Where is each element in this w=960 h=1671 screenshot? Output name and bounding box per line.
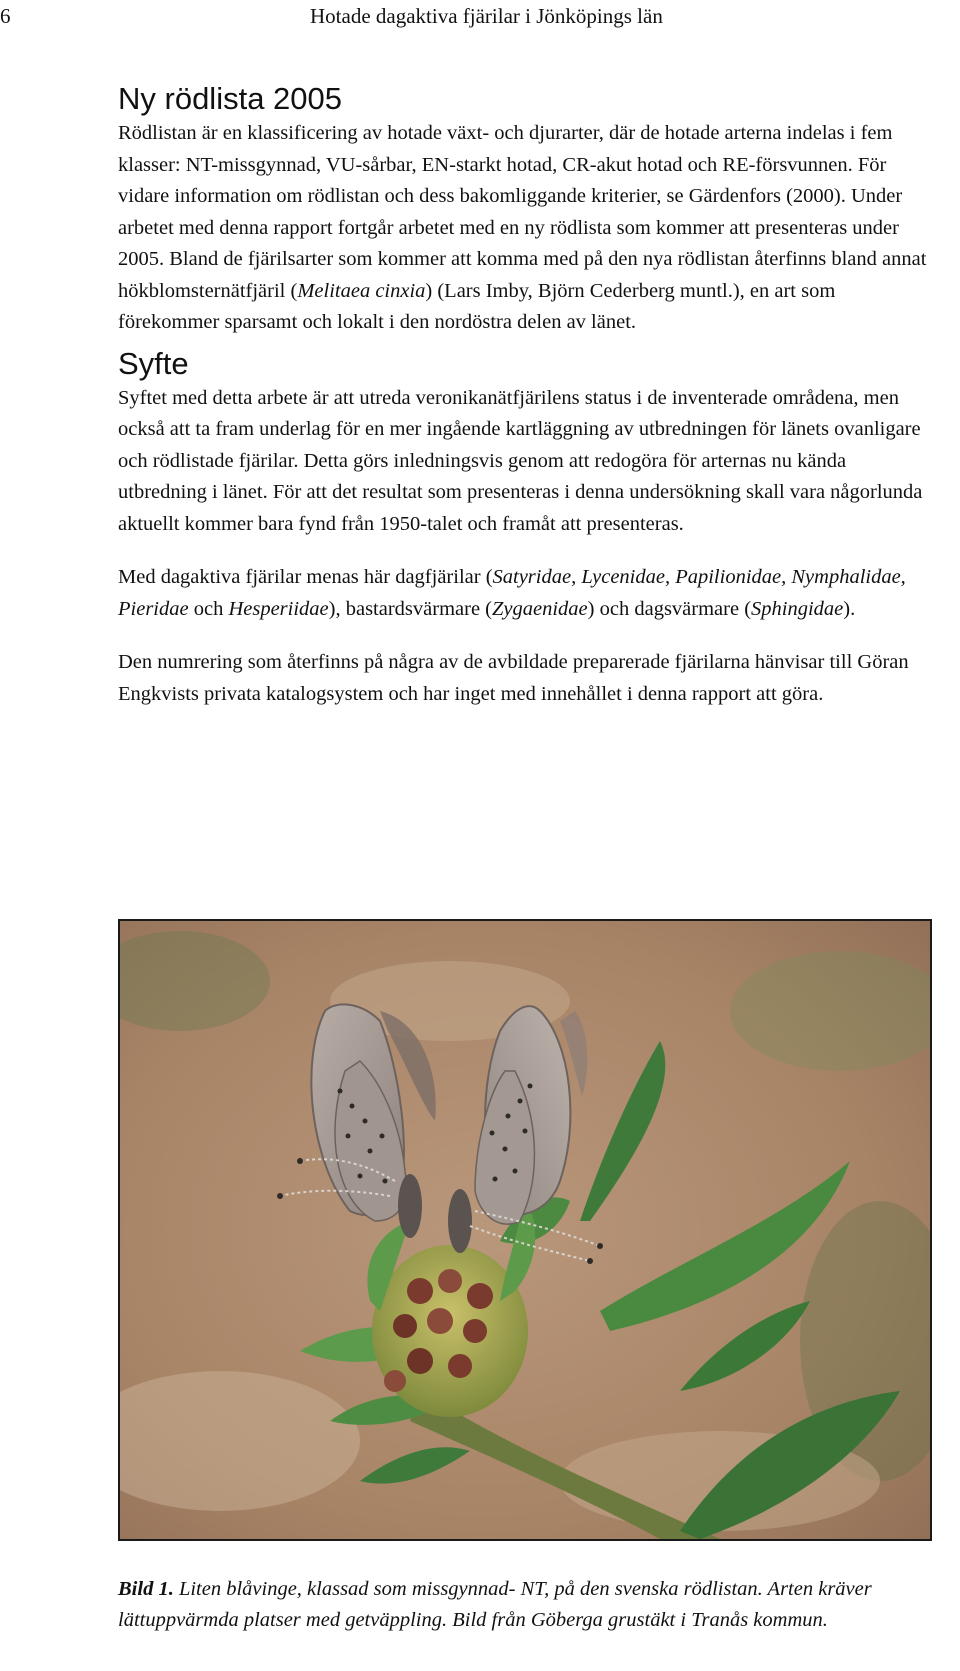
butterfly-photo <box>118 919 932 1541</box>
paragraph-syfte: Syftet med detta arbete är att utreda veronikanätfjärilens status i de inventerade områdena, men också att ta fram underlag för en mer ingående kartläggning av utbredningen för länets ovanligare och rödlistade fjärilar. Detta görs inledningsvis genom att redogöra för arternas nu kända utbredning i länet. För att det resultat som presenteras i denna undersökning skall vara någorlunda aktuellt kommer bara fynd från 1950-talet och framåt att presenteras. <box>118 386 923 535</box>
section-heading-rodlista: Ny rödlista 2005 <box>118 81 343 116</box>
paragraph-rodlista: Rödlistan är en klassificering av hotade växt- och djurarter, där de hotade arterna indelas i fem klasser: NT-missgynnad, VU-sårbar, EN-starkt hotad, CR-akut hotad och RE-försvunnen. För vidare information om rödlistan och dess bakomliggande kriterier, se Gärdenfors (2000). Under arbetet med denna rapport fortgår arbetet med en ny rödlista som kommer att presenteras under 2005. Bland de fjärilsarter som kommer att komma med på den nya rödlistan återfinns bland annat hökblomsternätfjäril (Melitaea cinxia) (Lars Imby, Björn Cederberg muntl.), en art som förekommer sparsamt och lokalt i den nordöstra delen av länet. <box>118 122 927 333</box>
main-content <box>118 80 938 710</box>
running-header: Hotade dagaktiva fjärilar i Jönköpings län <box>310 4 663 28</box>
species-name: Melitaea cinxia <box>297 279 426 302</box>
figure-caption: Bild 1. Liten blåvinge, klassad som missgynnad- NT, på den svenska rödlistan. Arten kräver lättuppvärmda platser med getväppling. Bild från Göberga grustäkt i Tranås kommun. <box>118 1578 872 1631</box>
paragraph-families: Med dagaktiva fjärilar menas här dagfjärilar (Satyridae, Lycenidae, Papilionidae, Nymphalidae, Pieridae och Hesperiidae), bastardsvärmare (Zygaenidae) och dagsvärmare (Sphingidae). <box>118 566 906 620</box>
paragraph-numbering: Den numrering som återfinns på några av de avbildade preparerade fjärilarna hänvisar till Göran Engkvists privata katalogsystem och har inget med innehållet i denna rapport att göra. <box>118 651 909 705</box>
figure-label: Bild 1. <box>118 1578 174 1600</box>
section-heading-syfte: Syfte <box>118 345 189 381</box>
page-number: 6 <box>0 4 11 28</box>
